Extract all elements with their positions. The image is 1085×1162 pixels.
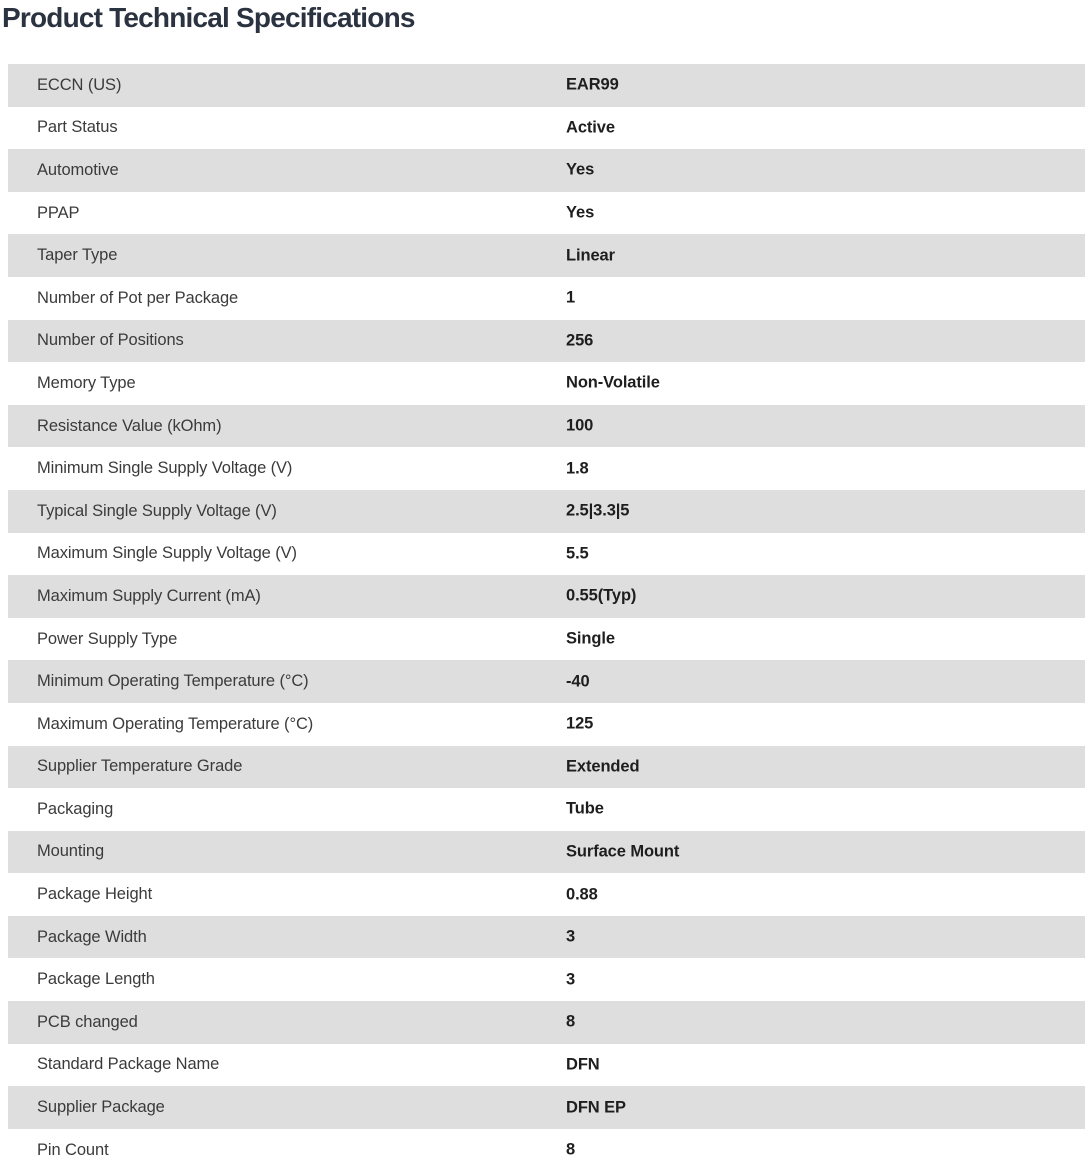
spec-label: Automotive <box>37 160 119 179</box>
table-row <box>8 916 1085 959</box>
table-row <box>8 149 1085 192</box>
table-row <box>8 1086 1085 1129</box>
spec-value: 0.55(Typ) <box>566 586 637 605</box>
spec-label: Package Width <box>37 927 147 946</box>
spec-value: 5.5 <box>566 544 589 563</box>
page-title: Product Technical Specifications <box>2 2 415 33</box>
table-row <box>8 788 1085 831</box>
spec-label: Memory Type <box>37 373 136 392</box>
spec-value: DFN EP <box>566 1098 626 1117</box>
spec-value: DFN <box>566 1055 600 1074</box>
spec-value: 1 <box>566 288 576 307</box>
spec-value: 2.5|3.3|5 <box>566 501 630 520</box>
spec-value: 1.8 <box>566 459 589 478</box>
spec-value: 8 <box>566 1012 576 1031</box>
spec-value: 100 <box>566 416 594 435</box>
table-row <box>8 362 1085 405</box>
spec-value: Surface Mount <box>566 842 680 861</box>
spec-value: 8 <box>566 1140 576 1159</box>
spec-label: Minimum Operating Temperature (°C) <box>37 672 309 691</box>
spec-label: PPAP <box>37 203 80 222</box>
table-row <box>8 192 1085 235</box>
spec-label: Maximum Operating Temperature (°C) <box>37 714 314 733</box>
spec-value: Single <box>566 629 615 648</box>
table-row <box>8 533 1085 576</box>
table-row <box>8 1044 1085 1087</box>
spec-value: 256 <box>566 331 594 350</box>
spec-label: Standard Package Name <box>37 1055 220 1074</box>
table-row <box>8 703 1085 746</box>
spec-value: Extended <box>566 757 640 776</box>
table-row <box>8 447 1085 490</box>
table-row <box>8 277 1085 320</box>
table-row <box>8 873 1085 916</box>
spec-label: Number of Positions <box>37 331 184 350</box>
table-row <box>8 831 1085 874</box>
spec-label: Pin Count <box>37 1140 109 1159</box>
spec-label: PCB changed <box>37 1012 138 1031</box>
spec-label: ECCN (US) <box>37 75 122 94</box>
table-row <box>8 234 1085 277</box>
spec-label: Resistance Value (kOhm) <box>37 416 222 435</box>
spec-value: Tube <box>566 799 604 818</box>
spec-value: Active <box>566 118 615 137</box>
spec-label: Taper Type <box>37 246 118 265</box>
spec-label: Supplier Package <box>37 1098 165 1117</box>
spec-label: Maximum Single Supply Voltage (V) <box>37 544 297 563</box>
spec-value: Yes <box>566 203 595 222</box>
spec-value: 3 <box>566 927 576 946</box>
spec-label: Supplier Temperature Grade <box>37 757 243 776</box>
spec-label: Maximum Supply Current (mA) <box>37 586 261 605</box>
table-row <box>8 1001 1085 1044</box>
spec-label: Mounting <box>37 842 105 861</box>
table-row <box>8 405 1085 448</box>
specifications-table <box>8 64 1085 1162</box>
spec-label: Packaging <box>37 799 114 818</box>
table-row <box>8 107 1085 150</box>
spec-value: 0.88 <box>566 885 598 904</box>
table-row <box>8 660 1085 703</box>
table-row <box>8 490 1085 533</box>
spec-value: Non-Volatile <box>566 373 660 392</box>
spec-label: Number of Pot per Package <box>37 288 239 307</box>
table-row <box>8 320 1085 363</box>
spec-value: 125 <box>566 714 594 733</box>
table-row <box>8 958 1085 1001</box>
spec-label: Package Length <box>37 970 155 989</box>
table-row <box>8 575 1085 618</box>
table-row <box>8 746 1085 789</box>
spec-label: Package Height <box>37 885 153 904</box>
spec-value: Yes <box>566 160 595 179</box>
table-row <box>8 64 1085 107</box>
spec-label: Power Supply Type <box>37 629 178 648</box>
spec-value: Linear <box>566 246 615 265</box>
spec-label: Part Status <box>37 118 118 137</box>
table-row <box>8 1129 1085 1162</box>
spec-value: -40 <box>566 672 590 691</box>
spec-label: Typical Single Supply Voltage (V) <box>37 501 277 520</box>
table-row <box>8 618 1085 661</box>
spec-value: 3 <box>566 970 576 989</box>
spec-label: Minimum Single Supply Voltage (V) <box>37 459 293 478</box>
spec-value: EAR99 <box>566 75 619 94</box>
